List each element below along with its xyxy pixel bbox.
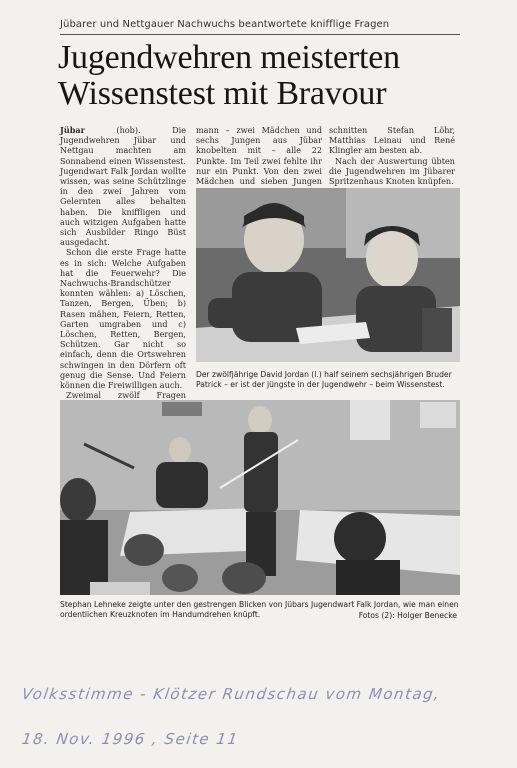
- article-headline: [58, 40, 488, 112]
- headline-line-2: Wissenstest mit Bravour: [58, 75, 387, 112]
- handwritten-source-line-1: Volksstimme - Klötzer Rundschau vom Montag,: [20, 685, 442, 703]
- photo-caption-bottom: Stephan Lehneke zeigte unter den gestrengen Blicken von Jübars Jugendwart Falk Jordan, wie man einen ordentlichen Kreuzknoten im Handumdrehen knüpft.: [60, 600, 459, 619]
- handwritten-source-line-2: 18. Nov. 1996 , Seite 11: [20, 730, 240, 748]
- kicker-divider: [60, 34, 460, 35]
- paragraph-1: [60, 125, 186, 247]
- paragraph-4: mann – zwei Mädchen und sechs Jungen aus Jübar knobelten mit – alle 22 Punkte. Im Teil zwei fehlte ihr nur ein Punkt. Von den zwei Mädchen und sieben Jungen: [196, 125, 322, 187]
- photo-knot-demonstration: [60, 400, 460, 595]
- paragraph-5: schnitten Stefan Löhr, Matthias Leinau und René Klingler am besten ab.: [329, 125, 455, 156]
- paragraph-3: Zweimal zwölf Fragen: [66, 390, 186, 401]
- photo-caption-top: Der zwölfjährige David Jordan (l.) half seinem sechsjährigen Bruder Patrick – er ist der jüngste in der Jugendwehr – beim Wissenstest.: [196, 370, 452, 389]
- photo-credit: Fotos (2): Holger Benecke: [358, 611, 457, 620]
- paragraph-6: Nach der Auswertung übten die Jugendwehren im Jübarer Spritzenhaus Knoten knüpfen.: [329, 155, 455, 187]
- article-kicker: Jübarer und Nettgauer Nachwuchs beantwortete knifflige Fragen: [60, 19, 390, 30]
- headline-line-1: Jugendwehren meisterten: [58, 39, 400, 76]
- article-column-1: [60, 125, 186, 441]
- article-column-2: [196, 125, 322, 196]
- article-column-3: [329, 125, 455, 186]
- paragraph-1-text: (hob). Die Jugendwehren Jübar und Nettgau machten am Sonnabend einen Wissenstest. Jugendwart Falk Jordan wollte wissen, was seine Schützlinge in den zwei Jahren vom Gelernten alles behalten haben. Die kniffligen und auch witzigen Aufgaben hatte sich Ausbilder Ringo Büst ausgedacht.: [60, 125, 186, 248]
- photo-jordan-brothers: [196, 188, 460, 362]
- dateline: Jübar: [60, 125, 85, 135]
- paragraph-2: Schon die erste Frage hatte es in sich: Welche Aufgaben hat die Feuerwehr? Die Nachwuchs-Brandschützer konnten wählen: a) Löschen, Tanzen, Bergen, Üben; b) Rasen mähen, Feiern, Retten, Garten umgraben und c) Löschen, Retten, Bergen, Schützen. Gar nicht so einfach, denn die Ortswehren schwingen in den Dörfern oft genug die Sense. Und Feiern können die Freiwilligen auch.: [60, 247, 186, 391]
